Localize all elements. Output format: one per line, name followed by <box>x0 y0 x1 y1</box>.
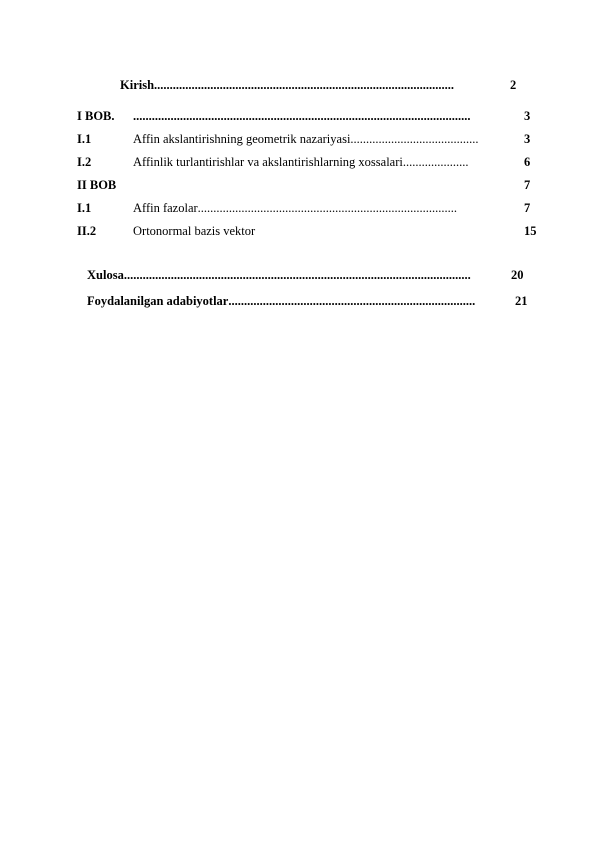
toc-i1b-label: I.1 <box>77 201 92 215</box>
toc-foydalanilgan-dots: ............................................................................... <box>228 294 476 308</box>
toc-foydalanilgan <box>87 294 490 309</box>
toc-bob2-page: 7 <box>524 178 531 192</box>
toc-i2-title: Affinlik turlantirishlar va akslantirishlarning xossalari <box>133 155 403 169</box>
toc-i2-dots: ..................... <box>402 155 469 169</box>
toc-i2 <box>133 155 483 170</box>
toc-i1-label: I.1 <box>77 132 92 146</box>
toc-i1-title: Affin akslantirishning geometrik nazariyasi <box>133 132 351 146</box>
toc-i1b-title: Affin fazolar <box>133 201 198 215</box>
toc-bob1-dots-wrap <box>133 109 500 124</box>
toc-i1-dots: ......................................... <box>350 132 479 146</box>
toc-xulosa-title: Xulosa <box>87 268 124 282</box>
toc-kirish-title: Kirish <box>120 78 155 92</box>
toc-kirish-page: 2 <box>510 78 517 92</box>
toc-xulosa-dots: ............................................................................................................... <box>123 268 471 282</box>
toc-xulosa-page: 20 <box>511 268 524 282</box>
toc-i1b-dots: ................................................................................... <box>197 201 458 215</box>
toc-bob2-label: II BOB <box>77 178 117 192</box>
toc-i1b <box>133 201 491 216</box>
toc-kirish-dots: ................................................................................................ <box>154 78 455 92</box>
toc-xulosa <box>87 268 512 283</box>
toc-kirish <box>120 78 500 93</box>
toc-i2-label: I.2 <box>77 155 92 169</box>
toc-ii2-page: 15 <box>524 224 537 238</box>
toc-bob1-dots: ............................................................................................................ <box>133 109 471 123</box>
toc-i1 <box>133 132 490 147</box>
toc-i1b-page: 7 <box>524 201 531 215</box>
toc-i2-page: 6 <box>524 155 531 169</box>
toc-bob1-page: 3 <box>524 109 531 123</box>
toc-ii2-title: Ortonormal bazis vektor <box>133 224 256 238</box>
toc-bob1-label: I BOB. <box>77 109 115 123</box>
toc-foydalanilgan-page: 21 <box>515 294 528 308</box>
toc-foydalanilgan-title: Foydalanilgan adabiyotlar <box>87 294 229 308</box>
toc-i1-page: 3 <box>524 132 531 146</box>
toc-ii2-label: II.2 <box>77 224 97 238</box>
